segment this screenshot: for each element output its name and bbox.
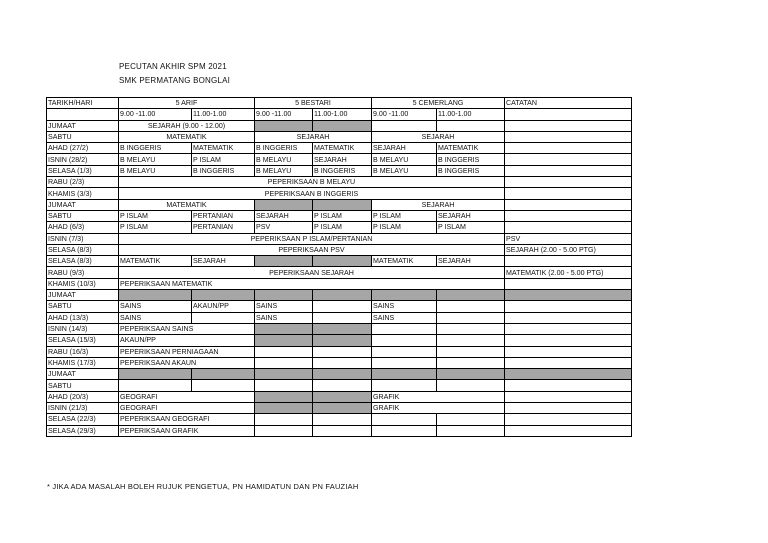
cell: GRAFIK <box>372 391 505 402</box>
day-cell: JUMAAT <box>47 369 119 380</box>
cell: SEJARAH <box>372 131 505 142</box>
table-row <box>47 391 632 402</box>
grey-cell <box>505 290 632 301</box>
day-cell: SABTU <box>47 301 119 312</box>
exam-cell: PEPERIKSAAN MATEMATIK <box>119 278 505 289</box>
cell <box>437 357 505 368</box>
cell: PSV <box>255 222 313 233</box>
table-row <box>47 346 632 357</box>
cell: B INGGERIS <box>192 165 255 176</box>
cell: GEOGRAFI <box>119 403 255 414</box>
cell: SAINS <box>119 301 192 312</box>
time-slot: 11.00-1.00 <box>437 109 505 120</box>
cell: B MELAYU <box>119 154 192 165</box>
grey-cell <box>192 369 255 380</box>
day-cell: ISNIN (28/2) <box>47 154 119 165</box>
cell <box>505 165 632 176</box>
cell <box>313 357 372 368</box>
day-cell: JUMAAT <box>47 120 119 131</box>
grey-cell <box>255 369 313 380</box>
day-cell: KHAMIS (17/3) <box>47 357 119 368</box>
grey-cell <box>255 391 313 402</box>
table-row <box>47 233 632 244</box>
grey-cell <box>313 335 372 346</box>
time-slot: 9.00 -11.00 <box>255 109 313 120</box>
cell: AKAUN/PP <box>119 335 255 346</box>
cell: SAINS <box>255 301 313 312</box>
day-cell: SELASA (29/3) <box>47 425 119 436</box>
cell: MATEMATIK <box>119 256 192 267</box>
document-title: PECUTAN AKHIR SPM 2021 <box>119 62 227 71</box>
table-row <box>47 244 632 255</box>
cell <box>505 335 632 346</box>
cell: SEJARAH <box>313 154 372 165</box>
day-cell: AHAD (6/3) <box>47 222 119 233</box>
cell: P ISLAM <box>372 210 437 221</box>
grey-cell <box>313 120 372 131</box>
cell: SEJARAH <box>255 210 313 221</box>
cell: MATEMATIK <box>372 256 437 267</box>
cell <box>255 380 313 391</box>
table-row <box>47 278 632 289</box>
cell: GEOGRAFI <box>119 391 255 402</box>
day-cell: RABU (2/3) <box>47 177 119 188</box>
day-cell: RABU (9/3) <box>47 267 119 278</box>
cell <box>255 357 313 368</box>
table-row <box>47 120 632 131</box>
table-row <box>47 323 632 334</box>
header-class-bestari: 5 BESTARI <box>255 98 372 109</box>
table-row <box>47 312 632 323</box>
grey-cell <box>313 199 372 210</box>
table-row <box>47 222 632 233</box>
cell <box>437 301 505 312</box>
time-slot: 11.00-1.00 <box>192 109 255 120</box>
table-row <box>47 425 632 436</box>
cell <box>505 391 632 402</box>
exam-cell: PEPERIKSAAN PSV <box>119 244 505 255</box>
cell <box>505 131 632 142</box>
cell <box>119 380 192 391</box>
grey-cell <box>313 323 372 334</box>
grey-cell <box>313 256 372 267</box>
cell <box>255 346 313 357</box>
table-row <box>47 414 632 425</box>
cell: SAINS <box>119 312 192 323</box>
grey-cell <box>313 403 372 414</box>
cell <box>437 323 505 334</box>
cell <box>437 414 505 425</box>
day-cell: SELASA (22/3) <box>47 414 119 425</box>
cell: B INGGERIS <box>255 143 313 154</box>
day-cell: JUMAAT <box>47 290 119 301</box>
table-row <box>47 154 632 165</box>
table-row <box>47 188 632 199</box>
day-cell: AHAD (27/2) <box>47 143 119 154</box>
cell <box>313 312 372 323</box>
exam-cell: PEPERIKSAAN PERNIAGAAN <box>119 346 255 357</box>
cell: SEJARAH <box>372 199 505 210</box>
cell: SEJARAH <box>437 256 505 267</box>
exam-cell: PEPERIKSAAN GEOGRAFI <box>119 414 255 425</box>
exam-cell: PEPERIKSAAN AKAUN <box>119 357 255 368</box>
cell <box>372 380 437 391</box>
exam-cell: PEPERIKSAAN SAINS <box>119 323 255 334</box>
cell <box>313 301 372 312</box>
day-cell: ISNIN (7/3) <box>47 233 119 244</box>
day-cell: SABTU <box>47 210 119 221</box>
cell <box>437 335 505 346</box>
cell: PERTANIAN <box>192 222 255 233</box>
exam-cell: PEPERIKSAAN B INGGERIS <box>119 188 505 199</box>
day-cell: ISNIN (14/3) <box>47 323 119 334</box>
exam-cell: PEPERIKSAAN P ISLAM/PERTANIAN <box>119 233 505 244</box>
day-cell: JUMAAT <box>47 199 119 210</box>
table-row <box>47 380 632 391</box>
schedule-table <box>46 97 632 437</box>
grey-cell <box>255 335 313 346</box>
grey-cell <box>255 323 313 334</box>
cell: MATEMATIK <box>313 143 372 154</box>
day-cell: SELASA (8/3) <box>47 256 119 267</box>
cell <box>372 357 437 368</box>
day-cell: SABTU <box>47 380 119 391</box>
cell <box>505 199 632 210</box>
footnote: * JIKA ADA MASALAH BOLEH RUJUK PENGETUA, PN HAMIDATUN DAN PN FAUZIAH <box>47 482 359 491</box>
cell <box>505 301 632 312</box>
cell: P ISLAM <box>372 222 437 233</box>
cell: B MELAYU <box>255 154 313 165</box>
cell: B MELAYU <box>119 165 192 176</box>
cell: P ISLAM <box>119 222 192 233</box>
cell: P ISLAM <box>437 222 505 233</box>
table-row <box>47 267 632 278</box>
cell: GRAFIK <box>372 403 505 414</box>
cell: SEJARAH (9.00 - 12.00) <box>119 120 255 131</box>
day-cell: ISNIN (21/3) <box>47 403 119 414</box>
day-cell: SELASA (1/3) <box>47 165 119 176</box>
day-cell: KHAMIS (3/3) <box>47 188 119 199</box>
cell <box>372 425 437 436</box>
cell <box>255 425 313 436</box>
grey-cell <box>313 391 372 402</box>
cell <box>372 414 437 425</box>
exam-cell: PEPERIKSAAN GRAFIK <box>119 425 255 436</box>
grey-cell <box>372 290 437 301</box>
cell <box>505 222 632 233</box>
notes-cell: PSV <box>505 233 632 244</box>
grey-cell <box>119 369 192 380</box>
table-row <box>47 199 632 210</box>
cell <box>372 335 437 346</box>
day-cell: AHAD (13/3) <box>47 312 119 323</box>
grey-cell <box>313 369 372 380</box>
cell: P ISLAM <box>119 210 192 221</box>
notes-cell: SEJARAH (2.00 - 5.00 PTG) <box>505 244 632 255</box>
cell: PERTANIAN <box>192 210 255 221</box>
cell: SEJARAH <box>372 143 437 154</box>
cell: SAINS <box>255 312 313 323</box>
cell <box>505 425 632 436</box>
exam-cell: PEPERIKSAAN SEJARAH <box>119 267 505 278</box>
cell: B MELAYU <box>372 154 437 165</box>
header-class-arif: 5 ARIF <box>119 98 255 109</box>
cell: P ISLAM <box>192 154 255 165</box>
table-row <box>47 131 632 142</box>
cell: SEJARAH <box>437 210 505 221</box>
table-row <box>47 290 632 301</box>
header-notes: CATATAN <box>505 98 632 109</box>
cell: B MELAYU <box>372 165 437 176</box>
day-cell: SABTU <box>47 131 119 142</box>
cell <box>255 414 313 425</box>
cell <box>313 380 372 391</box>
cell <box>313 346 372 357</box>
exam-cell: PEPERIKSAAN B MELAYU <box>119 177 505 188</box>
cell <box>437 425 505 436</box>
day-cell: SELASA (8/3) <box>47 244 119 255</box>
cell <box>505 403 632 414</box>
cell: SAINS <box>372 312 437 323</box>
grey-cell <box>119 290 192 301</box>
cell: B INGGERIS <box>119 143 192 154</box>
time-slot: 11.00-1.00 <box>313 109 372 120</box>
grey-cell <box>255 256 313 267</box>
cell: MATEMATIK <box>119 131 255 142</box>
cell: SEJARAH <box>192 256 255 267</box>
cell <box>47 109 119 120</box>
table-row <box>47 165 632 176</box>
time-slot: 9.00 -11.00 <box>372 109 437 120</box>
table-row <box>47 403 632 414</box>
cell <box>505 154 632 165</box>
header-class-cemerlang: 5 CEMERLANG <box>372 98 505 109</box>
cell <box>505 346 632 357</box>
cell: P ISLAM <box>313 210 372 221</box>
cell <box>313 425 372 436</box>
cell: AKAUN/PP <box>192 301 255 312</box>
cell <box>192 312 255 323</box>
cell: MATEMATIK <box>119 199 255 210</box>
table-row <box>47 210 632 221</box>
grey-cell <box>372 369 437 380</box>
grey-cell <box>255 199 313 210</box>
school-name: SMK PERMATANG BONGLAI <box>119 76 231 85</box>
cell <box>505 256 632 267</box>
grey-cell <box>255 403 313 414</box>
cell <box>505 188 632 199</box>
cell <box>437 346 505 357</box>
cell <box>505 414 632 425</box>
cell <box>505 210 632 221</box>
cell <box>505 120 632 131</box>
grey-cell <box>255 120 313 131</box>
cell <box>437 120 505 131</box>
cell <box>372 346 437 357</box>
cell: B INGGERIS <box>437 165 505 176</box>
grey-cell <box>313 290 372 301</box>
cell: MATEMATIK <box>437 143 505 154</box>
header-day: TARIKH/HARI <box>47 98 119 109</box>
time-slot: 9.00 -11.00 <box>119 109 192 120</box>
table-row <box>47 143 632 154</box>
grey-cell <box>192 290 255 301</box>
cell <box>505 323 632 334</box>
cell: B MELAYU <box>255 165 313 176</box>
table-row <box>47 177 632 188</box>
day-cell: SELASA (15/3) <box>47 335 119 346</box>
cell: B INGGERIS <box>437 154 505 165</box>
table-header-row <box>47 98 632 109</box>
day-cell: RABU (16/3) <box>47 346 119 357</box>
cell <box>505 278 632 289</box>
table-row <box>47 301 632 312</box>
table-time-row <box>47 109 632 120</box>
cell: MATEMATIK <box>192 143 255 154</box>
cell: SEJARAH <box>255 131 372 142</box>
table-row <box>47 369 632 380</box>
cell <box>505 177 632 188</box>
grey-cell <box>505 369 632 380</box>
cell <box>372 323 437 334</box>
grey-cell <box>437 369 505 380</box>
grey-cell <box>255 290 313 301</box>
cell <box>505 380 632 391</box>
cell <box>505 357 632 368</box>
notes-cell: MATEMATIK (2.00 - 5.00 PTG) <box>505 267 632 278</box>
cell: B INGGERIS <box>313 165 372 176</box>
cell <box>505 143 632 154</box>
cell <box>437 380 505 391</box>
day-cell: KHAMIS (10/3) <box>47 278 119 289</box>
cell: SAINS <box>372 301 437 312</box>
cell <box>192 380 255 391</box>
cell: P ISLAM <box>313 222 372 233</box>
grey-cell <box>437 290 505 301</box>
table-row <box>47 256 632 267</box>
cell <box>313 414 372 425</box>
table-row <box>47 357 632 368</box>
cell <box>372 120 437 131</box>
cell <box>437 312 505 323</box>
cell <box>505 109 632 120</box>
day-cell: AHAD (20/3) <box>47 391 119 402</box>
table-row <box>47 335 632 346</box>
cell <box>505 312 632 323</box>
